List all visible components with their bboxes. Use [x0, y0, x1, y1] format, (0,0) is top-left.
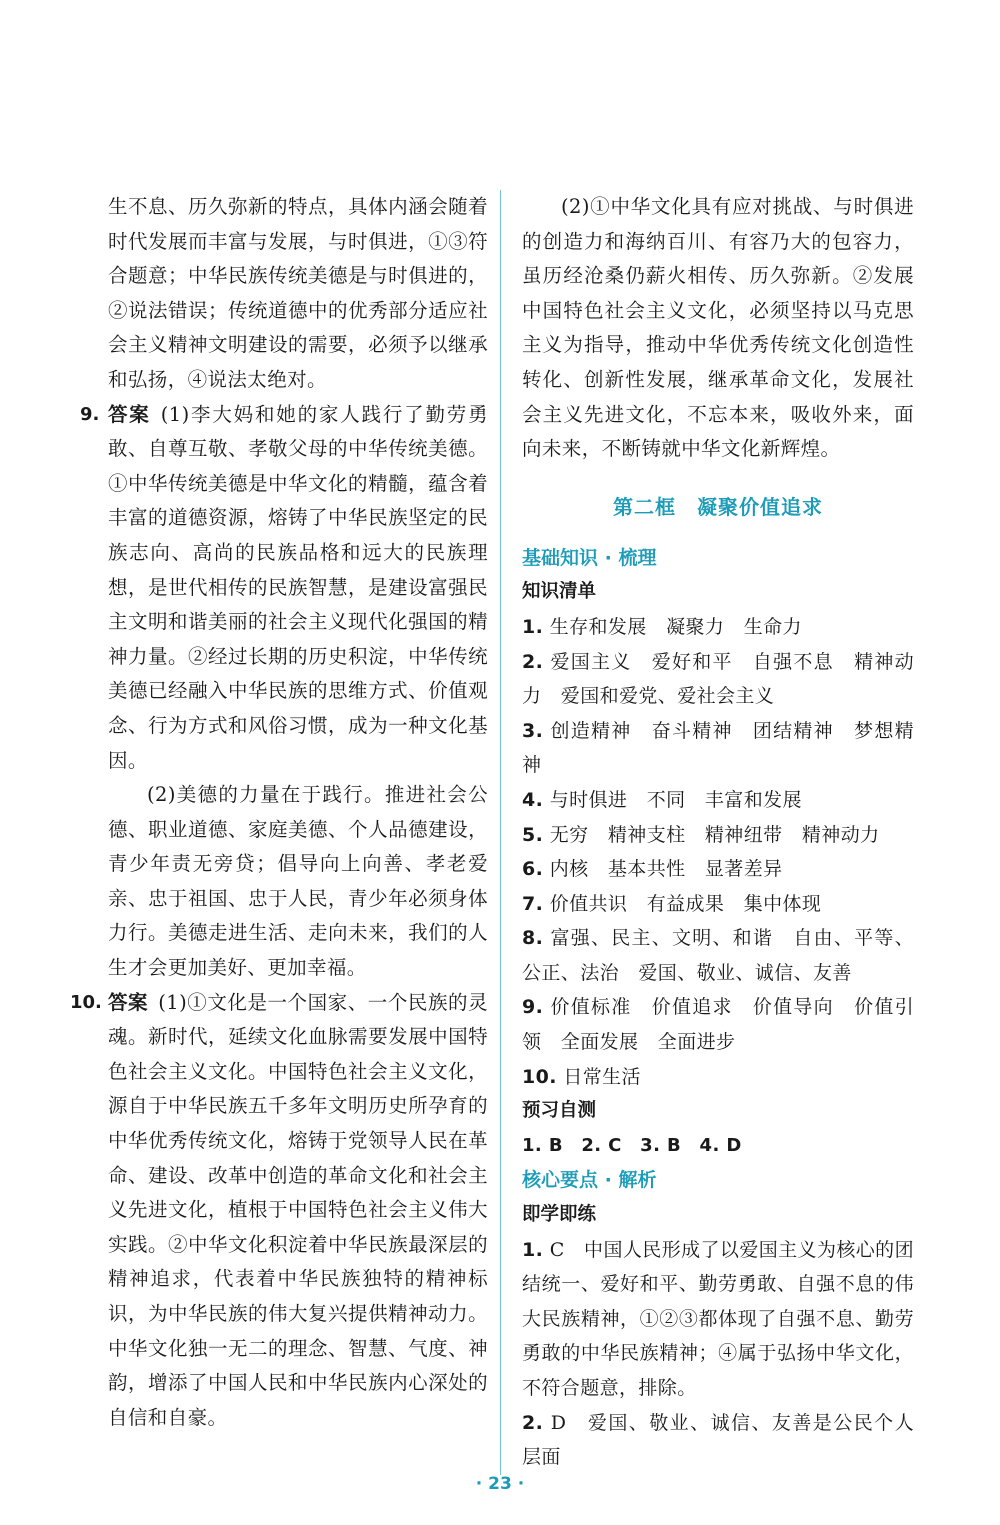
- list-item: [522, 714, 914, 783]
- knowledge-list: [522, 610, 914, 1094]
- list-item-text: 价值共识 有益成果 集中体现: [549, 892, 822, 915]
- page-number: · 23 ·: [475, 1474, 525, 1494]
- list-item-number: 2.: [522, 1411, 544, 1434]
- list-item-number: 9.: [522, 996, 544, 1019]
- list-item-text: 价值标准 价值追求 价值导向 价值引领 全面发展 全面进步: [522, 996, 914, 1054]
- list-item-number: 5.: [522, 823, 544, 846]
- practice-list: [522, 1233, 914, 1475]
- list-item-number: 10.: [522, 1065, 557, 1088]
- list-item: [522, 887, 914, 922]
- list-item-number: 3.: [522, 719, 544, 742]
- knowledge-list-heading: 知识清单: [522, 581, 597, 603]
- list-item-text: 无穷 精神支柱 精神纽带 精神动力: [549, 823, 880, 846]
- list-item: [522, 645, 914, 714]
- answer-part-2: (2)美德的力量在于践行。推进社会公德、职业道德、家庭美德、个人品德建设，青少年责无旁贷；倡导向上向善、孝老爱亲、忠于祖国、忠于人民，青少年必须身体力行。美德走进生活、走向未来，我们的人生才会更加美好、更加幸福。: [108, 783, 488, 980]
- practice-heading: 即学即练: [522, 1204, 597, 1226]
- question-10-answer: [70, 986, 488, 1436]
- list-item: [522, 1406, 914, 1475]
- list-item-text: 生存和发展 凝聚力 生命力: [549, 615, 802, 638]
- preview-answers: 1. B 2. C 3. B 4. D: [522, 1134, 742, 1156]
- question-number: 10.: [70, 991, 102, 1013]
- list-item-text: 创造精神 奋斗精神 团结精神 梦想精神: [522, 719, 914, 777]
- answer-part-2-q10: (2)①中华文化具有应对挑战、与时俱进的创造力和海纳百川、有容乃大的包容力，虽历经沧桑仍薪火相传、历久弥新。②发展中国特色社会主义文化，必须坚持以马克思主义为指导，推动中华优秀传统文化创造性转化、创新性发展，继承革命文化，发展社会主义先进文化，不忘本来，吸收外来，面向未来，不断铸就中华文化新辉煌。: [522, 195, 914, 461]
- list-item: [522, 1060, 914, 1095]
- answer-label: 答案: [108, 990, 149, 1014]
- answer-continuation: 生不息、历久弥新的特点，具体内涵会随着时代发展而丰富与发展，与时俱进，①③符合题意；中华民族传统美德是与时俱进的，②说法错误；传统道德中的优秀部分适应社会主义精神文明建设的需要，必须予以继承和弘扬，④说法太绝对。: [108, 195, 488, 391]
- preview-test-heading: 预习自测: [522, 1100, 597, 1122]
- list-item: [522, 852, 914, 887]
- list-item-text: D 爱国、敬业、诚信、友善是公民个人层面: [522, 1411, 914, 1469]
- list-item-text: 富强、民主、文明、和谐 自由、平等、公正、法治 爱国、敬业、诚信、友善: [522, 927, 914, 984]
- list-item-text: C 中国人民形成了以爱国主义为核心的团结统一、爱好和平、勤劳勇敢、自强不息的伟大民族精神，①②③都体现了自强不息、勤劳勇敢的中华民族精神；④属于弘扬中华文化，不符合题意，排除。: [522, 1238, 914, 1399]
- list-item-number: 6.: [522, 858, 544, 881]
- list-item: [522, 1233, 914, 1406]
- basic-knowledge-heading: 基础知识 · 梳理: [522, 546, 657, 569]
- answer-label: 答案: [108, 402, 151, 426]
- answer-part-1: (1)①文化是一个国家、一个民族的灵魂。新时代，延续文化血脉需要发展中国特色社会主义文化。中国特色社会主义文化，源自于中华民族五千多年文明历史所孕育的中华优秀传统文化，熔铸于党领导人民在革命、建设、改革中创造的革命文化和社会主义先进文化，植根于中国特色社会主义伟大实践。②中华文化积淀着中华民族最深层的精神追求，代表着中华民族独特的精神标识，为中华民族的伟大复兴提供精神动力。中华文化独一无二的理念、智慧、气度、神韵，增添了中国人民和中华民族内心深处的自信和自豪。: [108, 990, 488, 1429]
- list-item: [522, 610, 914, 645]
- list-item-text: 内核 基本共性 显著差异: [549, 858, 783, 881]
- list-item-number: 8.: [522, 927, 544, 950]
- core-points-heading: 核心要点 · 解析: [522, 1169, 657, 1192]
- list-item-text: 与时俱进 不同 丰富和发展: [549, 788, 802, 811]
- column-divider: [500, 190, 501, 1475]
- question-9-answer: [80, 398, 488, 986]
- list-item: [522, 990, 914, 1059]
- answer-part-1: (1)李大妈和她的家人践行了勤劳勇敢、自尊互敬、孝敬父母的中华传统美德。①中华传统美德是中华文化的精髓，蕴含着丰富的道德资源，熔铸了中华民族坚定的民族志向、高尚的民族品格和远大的民族理想，是世代相传的民族智慧，是建设富强民主文明和谐美丽的社会主义现代化强国的精神力量。②经过长期的历史积淀，中华传统美德已经融入中华民族的思维方式、价值观念、行为方式和风俗习惯，成为一种文化基因。: [108, 402, 488, 772]
- list-item-number: 4.: [522, 788, 544, 811]
- list-item-number: 2.: [522, 650, 544, 673]
- list-item: [522, 818, 914, 853]
- left-column: [70, 190, 488, 1435]
- list-item-number: 1.: [522, 615, 544, 638]
- question-number: 9.: [80, 403, 100, 425]
- list-item-number: 7.: [522, 892, 544, 915]
- list-item-text: 日常生活: [563, 1065, 641, 1088]
- right-column: [522, 190, 914, 1475]
- list-item: [522, 783, 914, 818]
- list-item-number: 1.: [522, 1238, 544, 1261]
- list-item: [522, 921, 914, 990]
- list-item-text: 爱国主义 爱好和平 自强不息 精神动力 爱国和爱党、爱社会主义: [522, 650, 914, 708]
- section-title: 第二框 凝聚价值追求: [613, 494, 823, 519]
